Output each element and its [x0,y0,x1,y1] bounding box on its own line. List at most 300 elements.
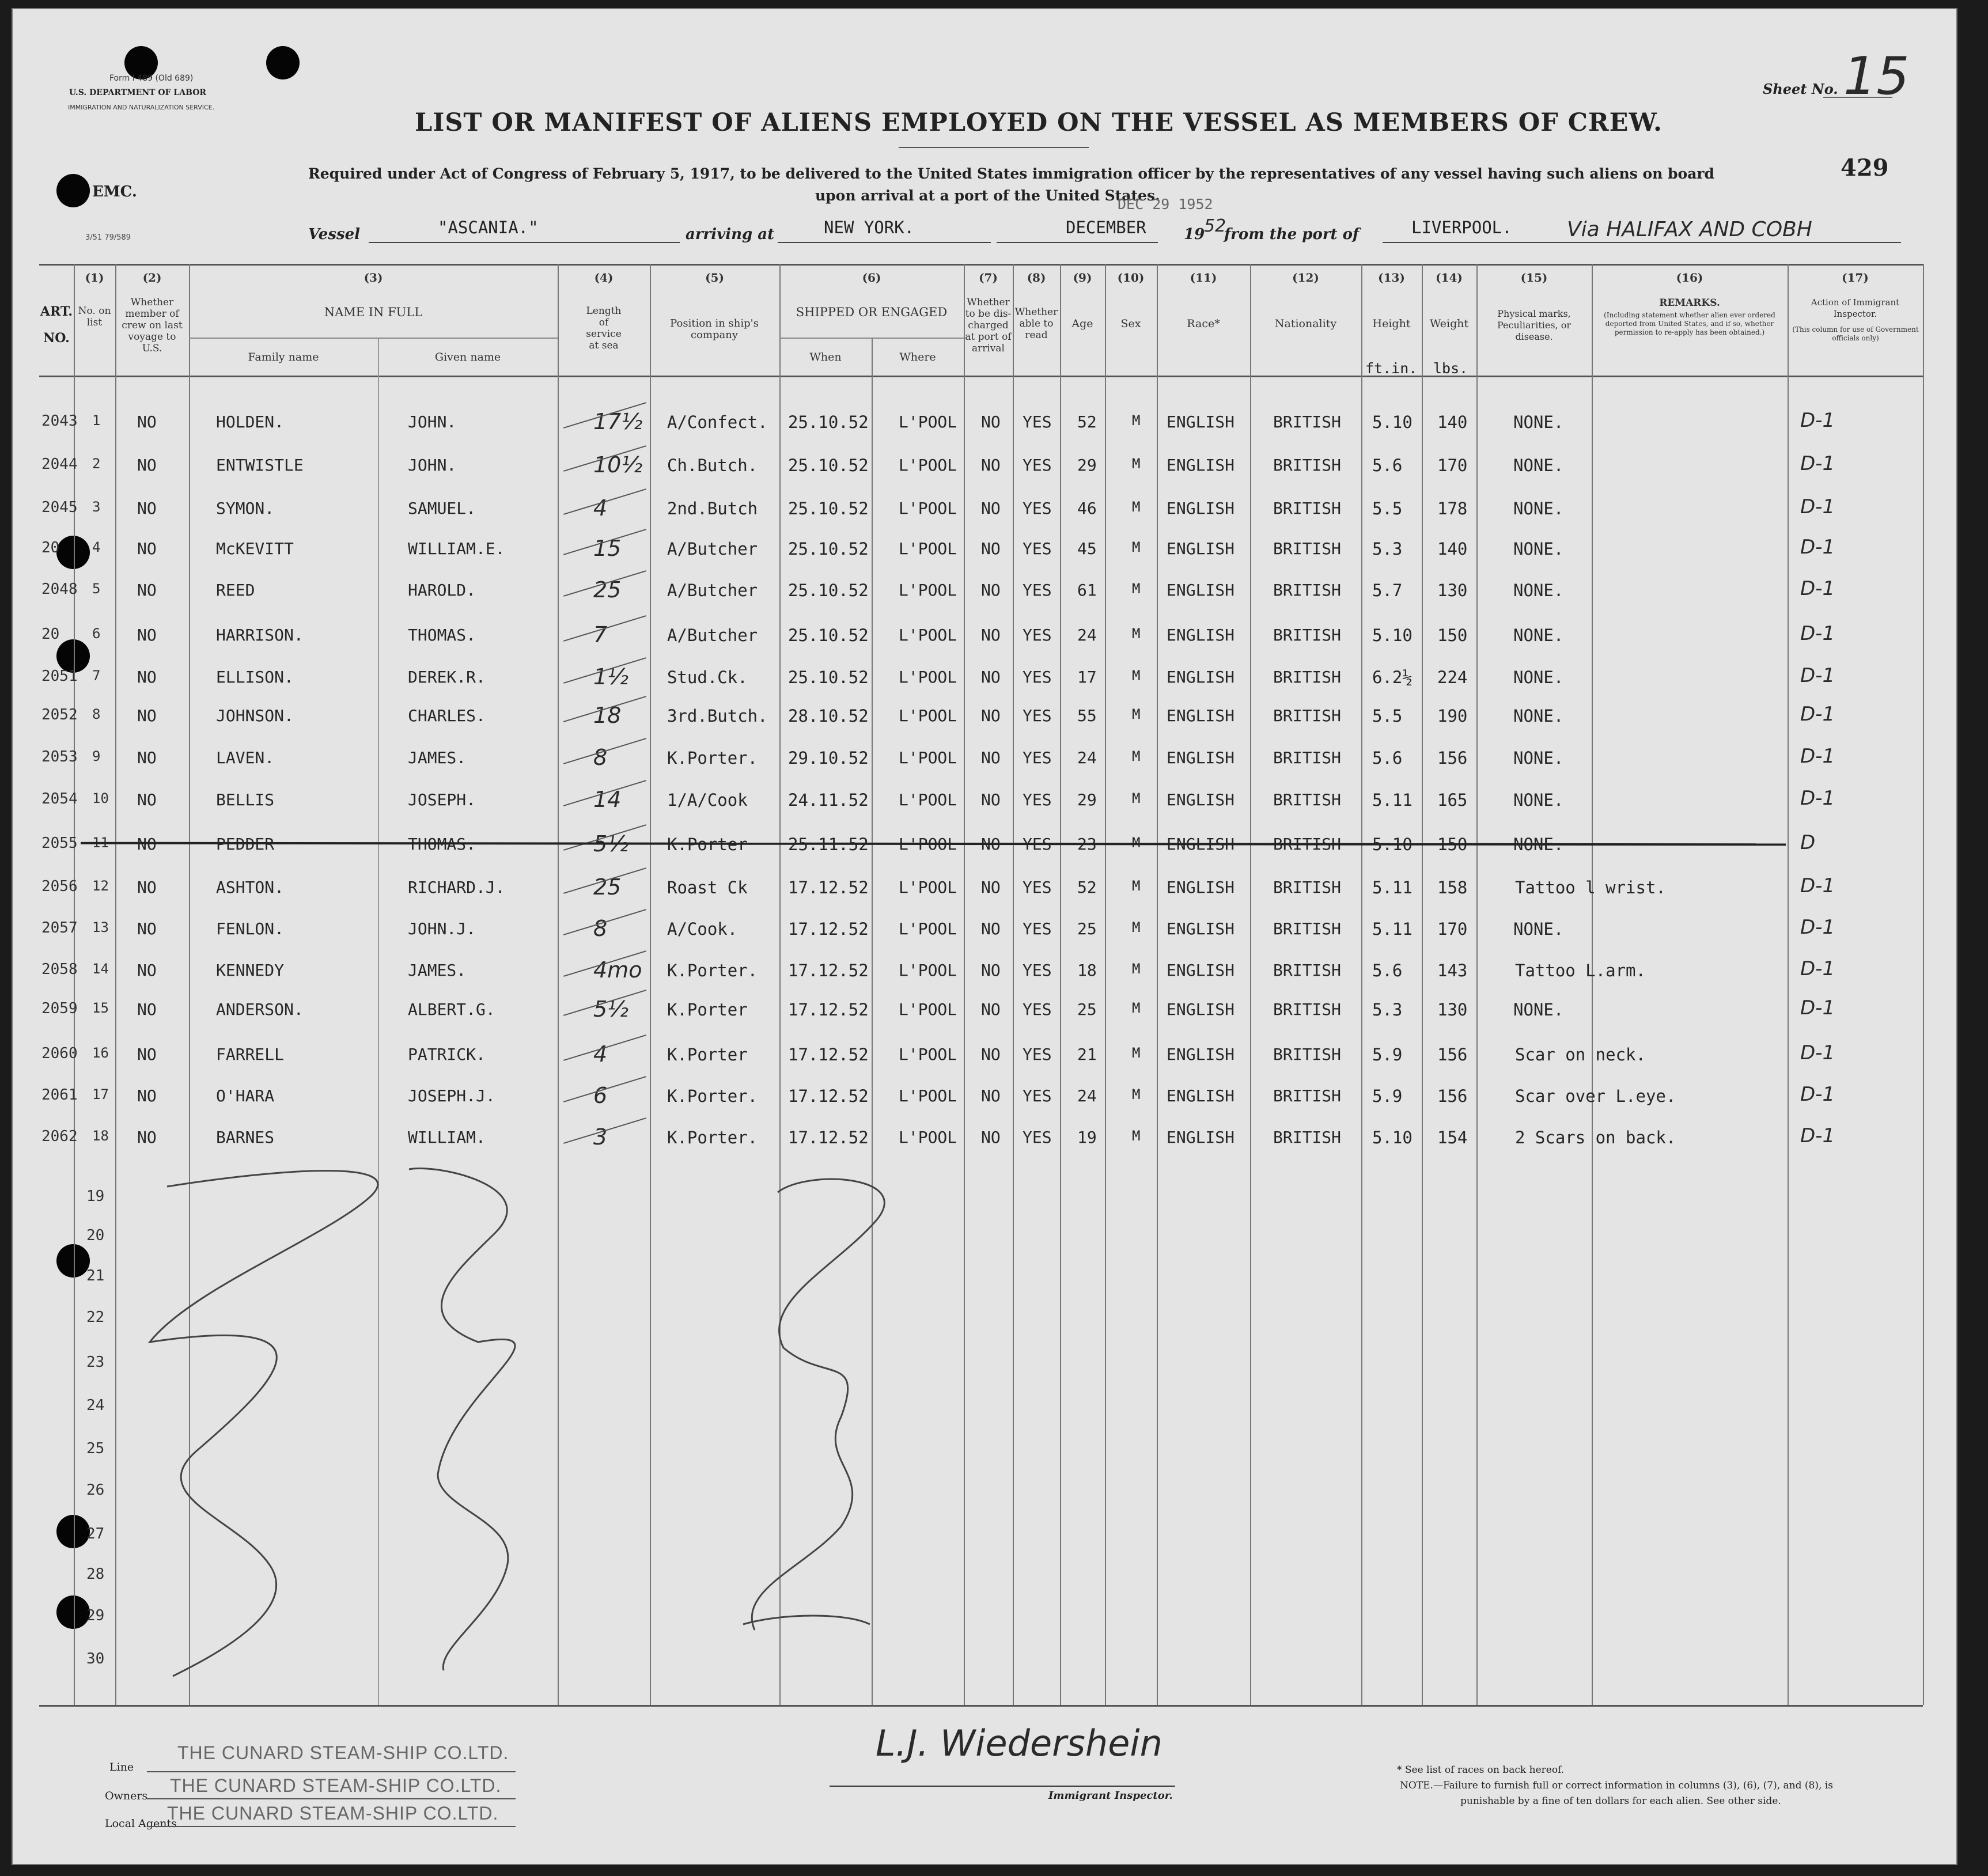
form-number: Form I 489 (Old 689) [109,74,194,83]
cell-position: 1/A/Cook [667,790,748,810]
cell-height: 5.11 [1372,790,1413,810]
cell-action: D-1 [1800,577,1835,600]
cell-age: 55 [1077,706,1097,725]
cell-action: D-1 [1800,874,1835,897]
owners-label: Owners [105,1790,148,1802]
cell-family: ENTWISTLE [216,456,304,475]
cell-marks: NONE. [1513,790,1564,810]
empty-row-number: 28 [86,1566,105,1583]
col12-header: Nationality [1274,317,1337,330]
cell-prev: NO [137,1000,157,1019]
cell-weight: 224 [1437,668,1468,687]
cell-weight: 130 [1437,1000,1468,1020]
cell-no: 1 [92,412,101,429]
cell-race: ENGLISH [1167,581,1235,600]
cell-age: 25 [1077,919,1097,938]
cell-where: L'POOL [899,581,957,600]
cell-height: 5.10 [1372,412,1413,432]
cell-art: 2043 [41,412,78,430]
cell-discharge: NO [981,456,1001,475]
cell-height: 5.6 [1372,748,1403,768]
penalty-note-1: NOTE.—Failure to furnish full or correct information in columns (3), (6), (7), and (8), is [1400,1780,1833,1791]
cell-family: ASHTON. [216,878,285,897]
col4-header: Length of service at sea [586,305,622,351]
empty-row-number: 20 [86,1227,105,1244]
cell-sex: M [1132,1000,1141,1016]
cell-height: 5.3 [1372,539,1403,559]
cell-given: SAMUEL. [408,499,476,518]
cell-art: 2059 [41,1000,78,1017]
cell-where: L'POOL [899,1128,957,1147]
cell-discharge: NO [981,1128,1001,1147]
cell-weight: 190 [1437,706,1468,726]
cell-prev: NO [137,835,157,854]
cell-family: KENNEDY [216,961,285,980]
col16-note: (Including statement whether alien ever ordered deported from United States, and if so, whether permission to re-apply has been obtained.) [1604,311,1775,336]
col2-num: (2) [142,271,162,285]
departure-port: LIVERPOOL. [1411,218,1512,237]
cell-marks: NONE. [1513,1000,1564,1020]
cell-action: D-1 [1800,745,1835,768]
col7-header: Whether to be dis-charged at port of arrival [965,297,1012,354]
cell-family: ELLISON. [216,668,294,687]
cell-no: 5 [92,581,101,597]
cell-family: HOLDEN. [216,412,285,431]
cell-family: PEDDER [216,835,275,854]
cell-prev: NO [137,581,157,600]
cell-when: 25.11.52 [788,835,869,854]
cell-service: 18 [593,703,622,728]
cell-discharge: NO [981,961,1001,980]
cell-given: ALBERT.G. [408,1000,495,1019]
cell-no: 3 [92,499,101,515]
via-ports: Via HALIFAX AND COBH [1567,218,1812,241]
cell-age: 25 [1077,1000,1097,1019]
cell-height: 5.9 [1372,1086,1403,1106]
cell-nationality: BRITISH [1273,878,1342,897]
cell-discharge: NO [981,626,1001,645]
cell-position: Ch.Butch. [667,456,758,475]
cell-family: SYMON. [216,499,275,518]
inspector-signature: L.J. Wiedershein [876,1722,1162,1764]
cell-weight: 140 [1437,539,1468,559]
cell-discharge: NO [981,1045,1001,1064]
cell-nationality: BRITISH [1273,626,1342,645]
cell-weight: 165 [1437,790,1468,810]
cell-where: L'POOL [899,878,957,897]
cell-marks: NONE. [1513,456,1564,475]
col12-num: (12) [1292,271,1319,285]
cell-position: K.Porter. [667,961,758,980]
col11-header: Race* [1187,317,1220,330]
cell-service: 7 [593,622,608,647]
cell-given: PATRICK. [408,1045,486,1064]
agents-label: Local Agents [105,1817,177,1830]
col13-unit: ft.in. [1365,360,1418,377]
empty-row-number: 19 [86,1188,105,1205]
cell-action: D-1 [1800,1124,1835,1147]
cell-given: WILLIAM.E. [408,539,505,558]
cell-sex: M [1132,412,1141,429]
cell-prev: NO [137,539,157,558]
cell-sex: M [1132,790,1141,806]
col17-header: Action of Immigrant Inspector. [1811,297,1900,319]
cell-read: YES [1023,1128,1052,1147]
cell-no: 4 [92,539,101,555]
cell-art: 2055 [41,835,78,852]
col1-num: (1) [85,271,104,285]
empty-row-number: 30 [86,1650,105,1667]
cell-age: 45 [1077,539,1097,558]
col10-header: Sex [1120,317,1141,330]
line-stamp: THE CUNARD STEAM-SHIP CO.LTD. [177,1742,509,1763]
cell-discharge: NO [981,412,1001,431]
cell-nationality: BRITISH [1273,581,1342,600]
cell-art: 2060 [41,1045,78,1062]
cell-prev: NO [137,706,157,725]
cell-height: 5.7 [1372,581,1403,600]
cell-weight: 150 [1437,835,1468,854]
cell-marks: NONE. [1513,412,1564,432]
cell-no: 16 [92,1045,109,1061]
cell-read: YES [1023,668,1052,687]
cell-race: ENGLISH [1167,1128,1235,1147]
cell-nationality: BRITISH [1273,1000,1342,1019]
cell-art: 2057 [41,919,78,937]
cell-service: 6 [593,1083,608,1108]
inspector-label: Immigrant Inspector. [1048,1790,1173,1802]
cell-action: D-1 [1800,996,1835,1020]
cell-where: L'POOL [899,706,957,725]
cell-no: 11 [92,835,109,851]
cell-race: ENGLISH [1167,412,1235,431]
cell-height: 5.6 [1372,456,1403,475]
cell-age: 61 [1077,581,1097,600]
cell-position: A/Butcher [667,626,758,645]
cell-race: ENGLISH [1167,878,1235,897]
cell-no: 8 [92,706,101,722]
cell-art: 2058 [41,961,78,978]
cell-age: 24 [1077,1086,1097,1105]
cell-given: HAROLD. [408,581,476,600]
cell-marks: Tattoo L.arm. [1515,961,1646,980]
cell-sex: M [1132,961,1141,977]
cell-nationality: BRITISH [1273,748,1342,767]
cell-discharge: NO [981,499,1001,518]
cell-position: A/Butcher [667,581,758,600]
cell-action: D-1 [1800,1041,1835,1064]
cell-when: 17.12.52 [788,1128,869,1147]
line-label: Line [109,1761,134,1773]
cell-height: 6.2½ [1372,668,1413,687]
cell-where: L'POOL [899,835,957,854]
cell-action: D-1 [1800,957,1835,980]
cell-marks: NONE. [1513,499,1564,518]
cell-height: 5.3 [1372,1000,1403,1020]
cell-discharge: NO [981,668,1001,687]
cell-action: D-1 [1800,622,1835,645]
vessel-name: "ASCANIA." [438,218,539,237]
empty-row-number: 22 [86,1309,105,1326]
cell-weight: 156 [1437,748,1468,768]
cell-marks: NONE. [1513,626,1564,645]
cell-art: 2062 [41,1128,78,1145]
col4-num: (4) [594,271,614,285]
from-port-label: from the port of [1224,226,1360,243]
cell-family: BELLIS [216,790,275,809]
cell-given: THOMAS. [408,835,476,854]
cell-sex: M [1132,581,1141,597]
empty-row-number: 21 [86,1267,105,1284]
cell-read: YES [1023,412,1052,431]
cell-no: 13 [92,919,109,935]
empty-row-number: 23 [86,1354,105,1371]
cell-family: HARRISON. [216,626,304,645]
cell-sex: M [1132,456,1141,472]
cell-height: 5.9 [1372,1045,1403,1064]
cell-read: YES [1023,878,1052,897]
sheet-number: 15 [1843,46,1910,107]
cell-family: REED [216,581,255,600]
cell-service: 4 [593,1041,608,1067]
cell-discharge: NO [981,581,1001,600]
cell-race: ENGLISH [1167,748,1235,767]
cell-position: K.Porter [667,1045,748,1064]
cell-sex: M [1132,499,1141,515]
cell-position: A/Confect. [667,412,768,432]
cell-position: K.Porter [667,1000,748,1020]
col3-num: (3) [363,271,383,285]
cell-prev: NO [137,919,157,938]
cell-family: McKEVITT [216,539,294,558]
cell-height: 5.6 [1372,961,1403,980]
cell-action: D-1 [1800,787,1835,810]
col15-num: (15) [1520,271,1548,285]
cell-weight: 178 [1437,499,1468,518]
cell-sex: M [1132,1128,1141,1144]
cell-where: L'POOL [899,456,957,475]
cell-age: 19 [1077,1128,1097,1147]
col3a-header: Family name [248,351,319,363]
arriving-label: arriving at [686,226,775,243]
cell-race: ENGLISH [1167,835,1235,854]
cell-nationality: BRITISH [1273,706,1342,725]
cell-art: 2053 [41,748,78,765]
cell-where: L'POOL [899,961,957,980]
cell-when: 25.10.52 [788,668,869,687]
service-name: IMMIGRATION AND NATURALIZATION SERVICE. [68,104,215,111]
cell-prev: NO [137,499,157,518]
cell-nationality: BRITISH [1273,539,1342,558]
cell-where: L'POOL [899,668,957,687]
col13-num: (13) [1378,271,1405,285]
cell-when: 25.10.52 [788,581,869,600]
cell-sex: M [1132,539,1141,555]
cell-race: ENGLISH [1167,919,1235,938]
cell-when: 25.10.52 [788,626,869,645]
cell-marks: Scar over L.eye. [1515,1086,1676,1106]
cell-where: L'POOL [899,1086,957,1105]
cell-read: YES [1023,626,1052,645]
cell-sex: M [1132,626,1141,642]
sheet-number-label: Sheet No. [1763,81,1838,97]
cell-given: JOHN. [408,456,457,475]
cell-prev: NO [137,878,157,897]
cell-service: 17½ [593,409,643,434]
cell-race: ENGLISH [1167,790,1235,809]
cell-family: FENLON. [216,919,285,938]
cell-given: JOHN. [408,412,457,431]
col6a-header: When [809,351,842,363]
cell-no: 9 [92,748,101,764]
cell-read: YES [1023,835,1052,854]
cell-no: 14 [92,961,109,977]
cell-no: 10 [92,790,109,806]
cell-prev: NO [137,1045,157,1064]
cell-discharge: NO [981,878,1001,897]
empty-row-number: 25 [86,1440,105,1457]
cell-race: ENGLISH [1167,1045,1235,1064]
cell-prev: NO [137,456,157,475]
cell-given: THOMAS. [408,626,476,645]
cell-read: YES [1023,1000,1052,1019]
cell-service: 8 [593,745,608,770]
cell-prev: NO [137,1086,157,1105]
cell-family: BARNES [216,1128,275,1147]
cell-weight: 140 [1437,412,1468,432]
cell-age: 52 [1077,878,1097,897]
cell-height: 5.10 [1372,835,1413,854]
subtitle-line-1: Required under Act of Congress of February 5, 1917, to be delivered to the United States immigration officer by the representatives of any vessel having such aliens on board [308,165,1715,182]
cell-where: L'POOL [899,919,957,938]
cell-when: 25.10.52 [788,539,869,559]
cell-family: LAVEN. [216,748,275,767]
cell-discharge: NO [981,790,1001,809]
col5-header: Position in ship's company [670,317,759,341]
col9-header: Age [1071,317,1093,330]
cell-art: 2061 [41,1086,78,1104]
cell-sex: M [1132,878,1141,894]
cell-when: 29.10.52 [788,748,869,768]
page-title: LIST OR MANIFEST OF ALIENS EMPLOYED ON THE VESSEL AS MEMBERS OF CREW. [415,108,1663,137]
cell-family: ANDERSON. [216,1000,304,1019]
cell-nationality: BRITISH [1273,790,1342,809]
cell-given: JOHN.J. [408,919,476,938]
cell-marks: NONE. [1513,539,1564,559]
cell-action: D-1 [1800,916,1835,939]
cell-height: 5.10 [1372,1128,1413,1147]
col15-header: Physical marks, Peculiarities, or disease. [1497,308,1571,342]
cell-family: O'HARA [216,1086,275,1105]
cell-sex: M [1132,706,1141,722]
cell-read: YES [1023,499,1052,518]
col8-header: Whether able to read [1014,306,1058,341]
empty-row-number: 24 [86,1397,105,1414]
cell-service: 4mo [593,957,642,983]
cell-read: YES [1023,1045,1052,1064]
col14-header: Weight [1429,317,1469,330]
cell-read: YES [1023,706,1052,725]
cell-marks: NONE. [1513,668,1564,687]
cell-no: 15 [92,1000,109,1016]
department: U.S. DEPARTMENT OF LABOR [69,88,207,97]
cell-position: K.Porter. [667,748,758,768]
cell-race: ENGLISH [1167,626,1235,645]
cell-height: 5.10 [1372,626,1413,645]
cell-art: 2056 [41,878,78,895]
col8-num: (8) [1027,271,1046,285]
cell-prev: NO [137,626,157,645]
col13-header: Height [1372,317,1411,330]
races-note: * See list of races on back hereof. [1397,1764,1565,1776]
cell-nationality: BRITISH [1273,1045,1342,1064]
subtitle-line-2: upon arrival at a port of the United States. [815,187,1160,204]
col2-header: Whether member of crew on last voyage to U.S. [122,297,183,354]
cell-weight: 143 [1437,961,1468,980]
cell-service: 8 [593,916,608,941]
cell-race: ENGLISH [1167,499,1235,518]
cell-service: 5½ [593,996,629,1022]
cell-when: 17.12.52 [788,1086,869,1106]
col14-unit: lbs. [1433,360,1468,377]
cell-prev: NO [137,1128,157,1147]
cell-when: 17.12.52 [788,1000,869,1020]
cell-read: YES [1023,1086,1052,1105]
cell-nationality: BRITISH [1273,412,1342,431]
cell-discharge: NO [981,835,1001,854]
cell-given: JOSEPH.J. [408,1086,495,1105]
cell-when: 17.12.52 [788,961,869,980]
cell-weight: 158 [1437,878,1468,897]
cell-height: 5.11 [1372,919,1413,939]
cell-position: Roast Ck [667,878,748,897]
cell-sex: M [1132,668,1141,684]
cell-nationality: BRITISH [1273,961,1342,980]
cell-age: 24 [1077,748,1097,767]
col5-num: (5) [705,271,724,285]
cell-age: 29 [1077,456,1097,475]
cell-action: D-1 [1800,664,1835,687]
cell-art: 20 [41,539,60,556]
cell-position: Stud.Ck. [667,668,748,687]
cell-service: 5½ [593,831,629,856]
cell-weight: 156 [1437,1086,1468,1106]
cell-position: A/Cook. [667,919,738,939]
cell-position: K.Porter [667,835,748,854]
cell-service: 25 [593,874,622,900]
cell-marks: NONE. [1513,919,1564,939]
penalty-note-2: punishable by a fine of ten dollars for each alien. See other side. [1460,1795,1781,1807]
cell-art: 2052 [41,706,78,723]
col3b-header: Given name [434,351,501,363]
cell-age: 17 [1077,668,1097,687]
cell-position: K.Porter. [667,1086,758,1106]
cell-action: D-1 [1800,703,1835,726]
col1-header: No. on list [78,305,111,328]
cell-action: D-1 [1800,495,1835,518]
cell-discharge: NO [981,706,1001,725]
print-code: 3/51 79/589 [85,233,131,242]
cell-age: 29 [1077,790,1097,809]
cell-when: 25.10.52 [788,412,869,432]
cell-race: ENGLISH [1167,456,1235,475]
cell-position: 3rd.Butch. [667,706,768,726]
cell-given: RICHARD.J. [408,878,505,897]
cell-when: 17.12.52 [788,1045,869,1064]
cell-prev: NO [137,412,157,431]
cell-discharge: NO [981,1000,1001,1019]
cell-nationality: BRITISH [1273,1086,1342,1105]
